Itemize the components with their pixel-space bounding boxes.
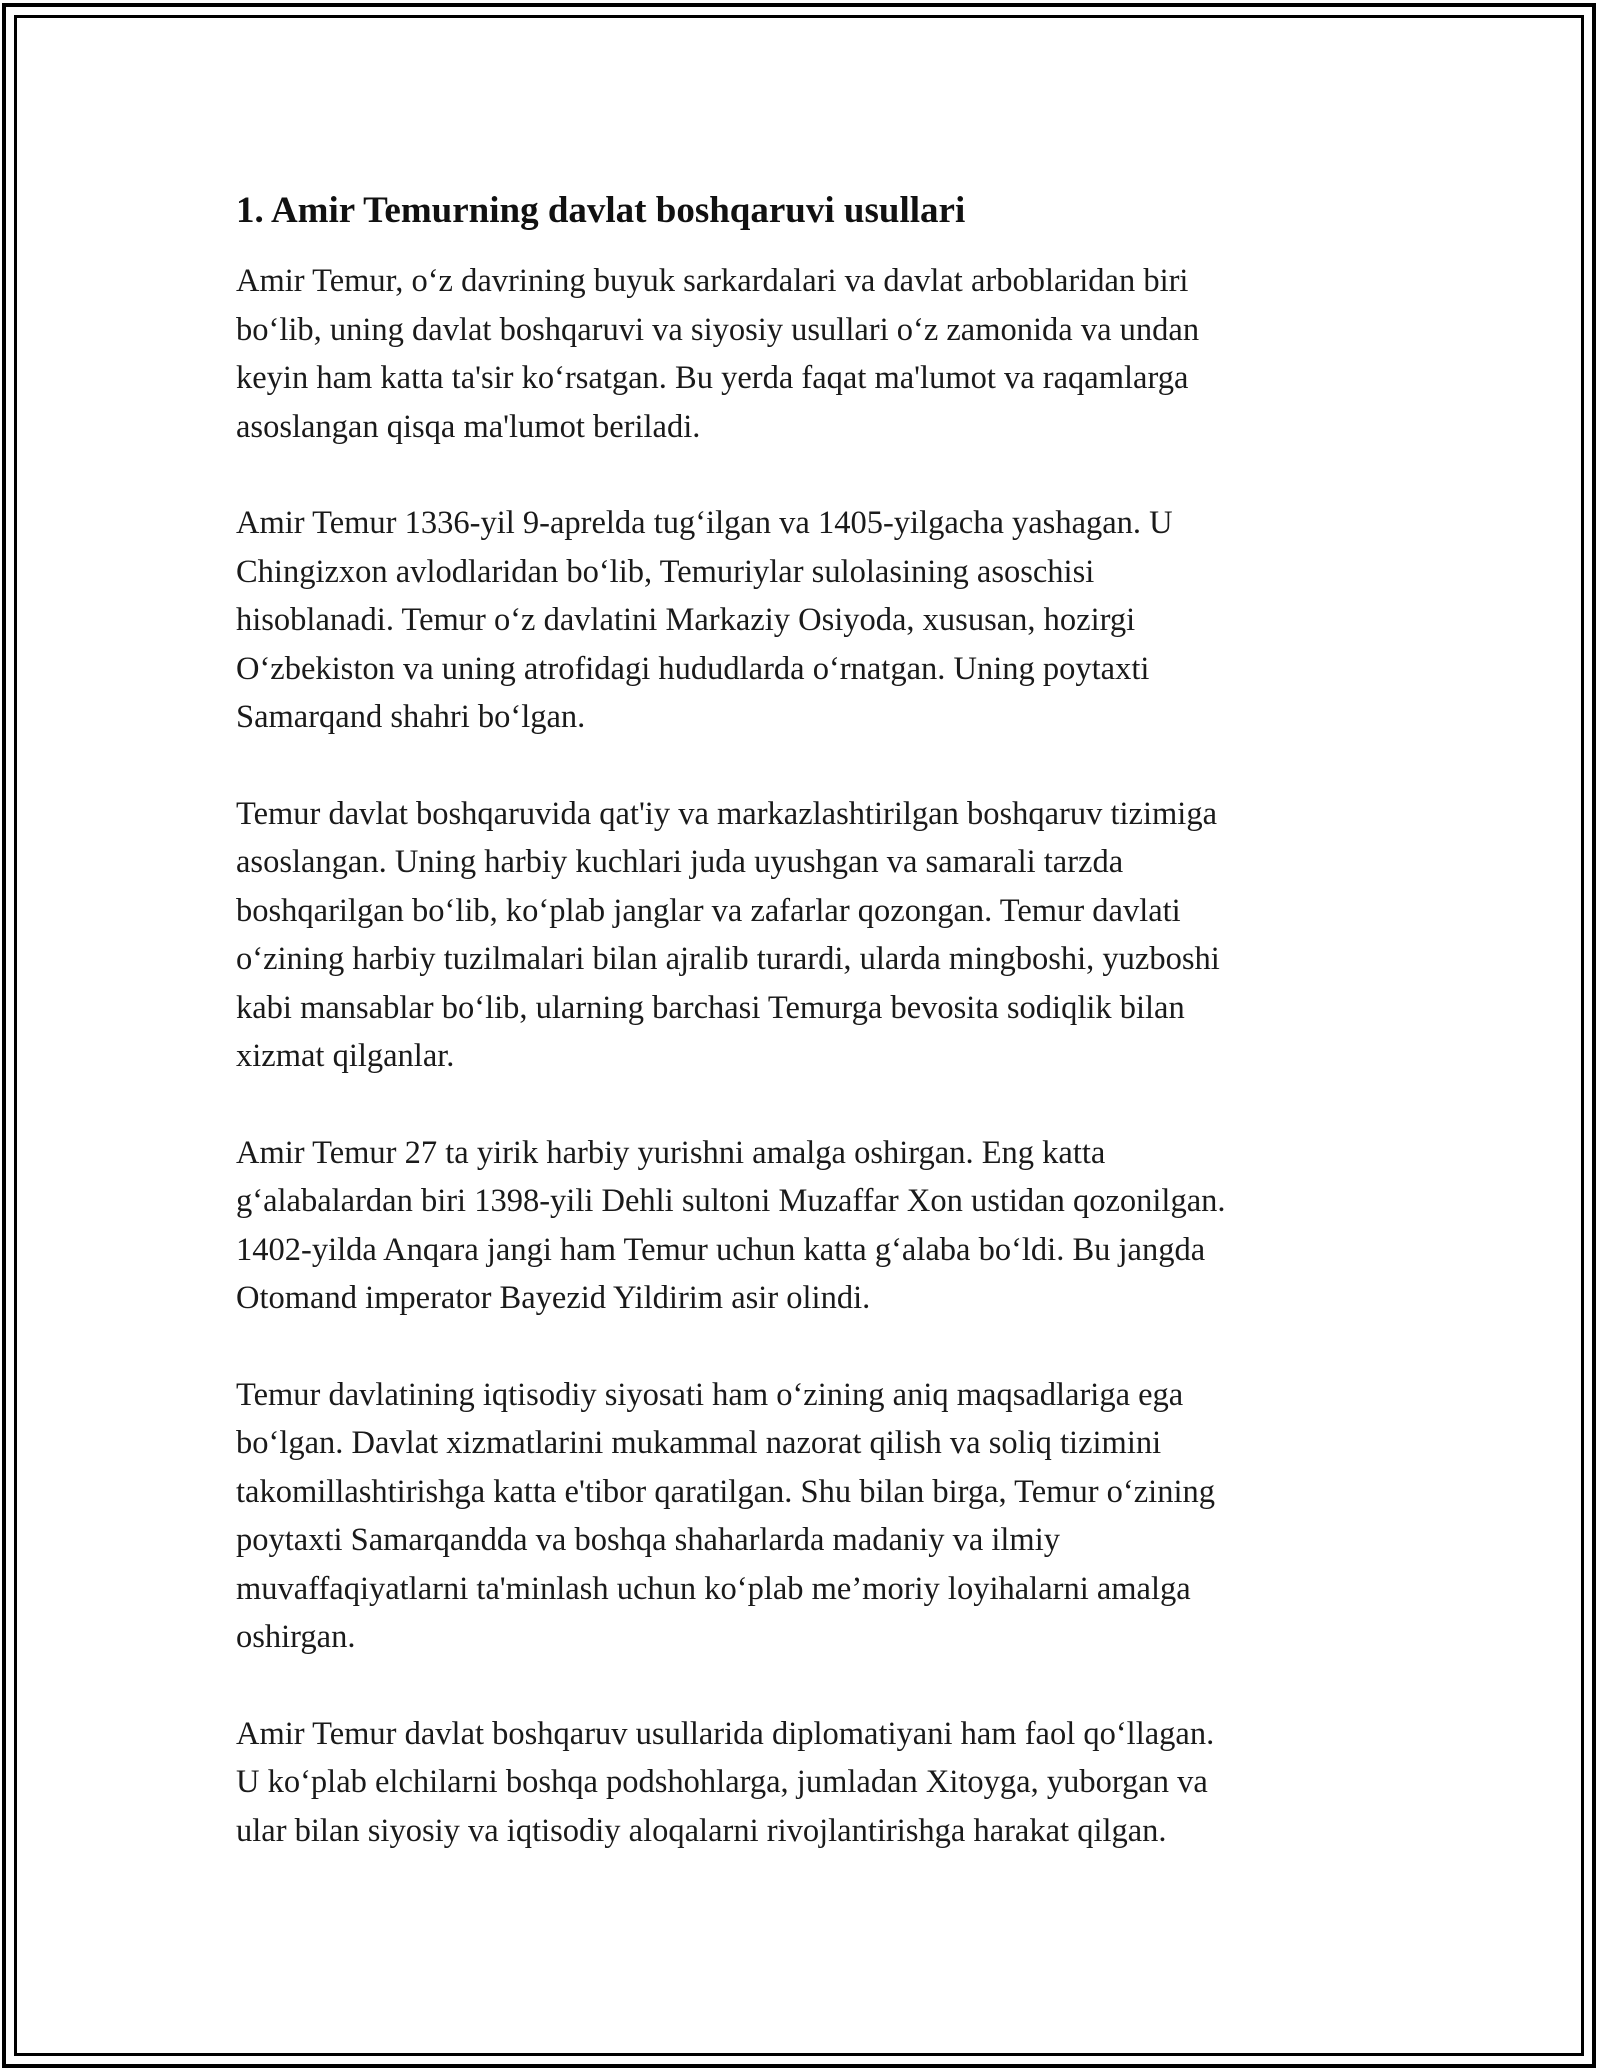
paragraph-line: boshqarilgan bo‘lib, ko‘plab janglar va zafarlar qozongan. Temur davlati — [236, 892, 1181, 929]
paragraph — [236, 499, 1386, 742]
paragraph-line: poytaxti Samarqandda va boshqa shaharlarda madaniy va ilmiy — [236, 1522, 1060, 1558]
paragraph-line: Amir Temur davlat boshqaruv usullarida diplomatiyani ham faol qo‘llagan. — [236, 1715, 1215, 1752]
paragraph-line: U ko‘plab elchilarni boshqa podshohlarga, jumladan Xitoyga, yuborgan va — [236, 1764, 1208, 1800]
paragraph-line: asoslangan qisqa ma'lumot beriladi. — [236, 408, 701, 445]
paragraph-line: o‘zining harbiy tuzilmalari bilan ajralib turardi, ularda mingboshi, yuzboshi — [236, 941, 1220, 977]
paragraph-line: oshirgan. — [236, 1619, 356, 1655]
paragraph-line: Temur davlat boshqaruvida qat'iy va markazlashtirilgan boshqaruv tizimiga — [236, 795, 1217, 832]
paragraph-line: 1402-yilda Anqara jangi ham Temur uchun katta g‘alaba bo‘ldi. Bu jangda — [236, 1231, 1206, 1268]
paragraph-line: bo‘lgan. Davlat xizmatlarini mukammal nazorat qilish va soliq tizimini — [236, 1425, 1162, 1461]
paragraph-line: xizmat qilganlar. — [236, 1038, 455, 1074]
paragraph-line: ular bilan siyosiy va iqtisodiy aloqalarni rivojlantirishga harakat qilgan. — [236, 1812, 1167, 1849]
paragraph-line: kabi mansablar bo‘lib, ularning barchasi Temurga bevosita sodiqlik bilan — [236, 989, 1185, 1026]
paragraph-line: Samarqand shahri bo‘lgan. — [236, 699, 586, 735]
paragraph-line: g‘alabalardan biri 1398-yili Dehli sultoni Muzaffar Xon ustidan qozonilgan. — [236, 1183, 1226, 1219]
paragraph-line: muvaffaqiyatlarni ta'minlash uchun ko‘plab me’moriy loyihalarni amalga — [236, 1570, 1191, 1607]
paragraph-line: Chingizxon avlodlaridan bo‘lib, Temuriylar sulolasining asoschisi — [236, 553, 1095, 590]
paragraph-line: bo‘lib, uning davlat boshqaruvi va siyosiy usullari o‘z zamonida va undan — [236, 311, 1200, 348]
document-body — [236, 187, 1386, 1903]
paragraph-line: Otomand imperator Bayezid Yildirim asir olindi. — [236, 1280, 871, 1316]
paragraph — [236, 790, 1386, 1081]
paragraph — [236, 257, 1386, 451]
paragraph-line: keyin ham katta ta'sir ko‘rsatgan. Bu yerda faqat ma'lumot va raqamlarga — [236, 360, 1189, 396]
paragraph — [236, 1710, 1386, 1856]
paragraph-line: Temur davlatining iqtisodiy siyosati ham o‘zining aniq maqsadlariga ega — [236, 1376, 1184, 1413]
paragraph-list — [236, 257, 1386, 1855]
paragraph-line: takomillashtirishga katta e'tibor qaratilgan. Shu bilan birga, Temur o‘zining — [236, 1473, 1215, 1510]
paragraph — [236, 1129, 1386, 1323]
section-heading: 1. Amir Temurning davlat boshqaruvi usullari — [236, 190, 966, 231]
paragraph — [236, 1371, 1386, 1662]
paragraph-line: hisoblanadi. Temur o‘z davlatini Markaziy Osiyoda, xususan, hozirgi — [236, 602, 1136, 638]
paragraph-line: Amir Temur, o‘z davrining buyuk sarkardalari va davlat arboblaridan biri — [236, 263, 1189, 299]
paragraph-line: O‘zbekiston va uning atrofidagi hududlarda o‘rnatgan. Uning poytaxti — [236, 650, 1150, 687]
paragraph-line: Amir Temur 27 ta yirik harbiy yurishni amalga oshirgan. Eng katta — [236, 1134, 1106, 1171]
paragraph-line: asoslangan. Uning harbiy kuchlari juda uyushgan va samarali tarzda — [236, 844, 1124, 880]
paragraph-line: Amir Temur 1336-yil 9-aprelda tug‘ilgan va 1405-yilgacha yashagan. U — [236, 505, 1173, 541]
